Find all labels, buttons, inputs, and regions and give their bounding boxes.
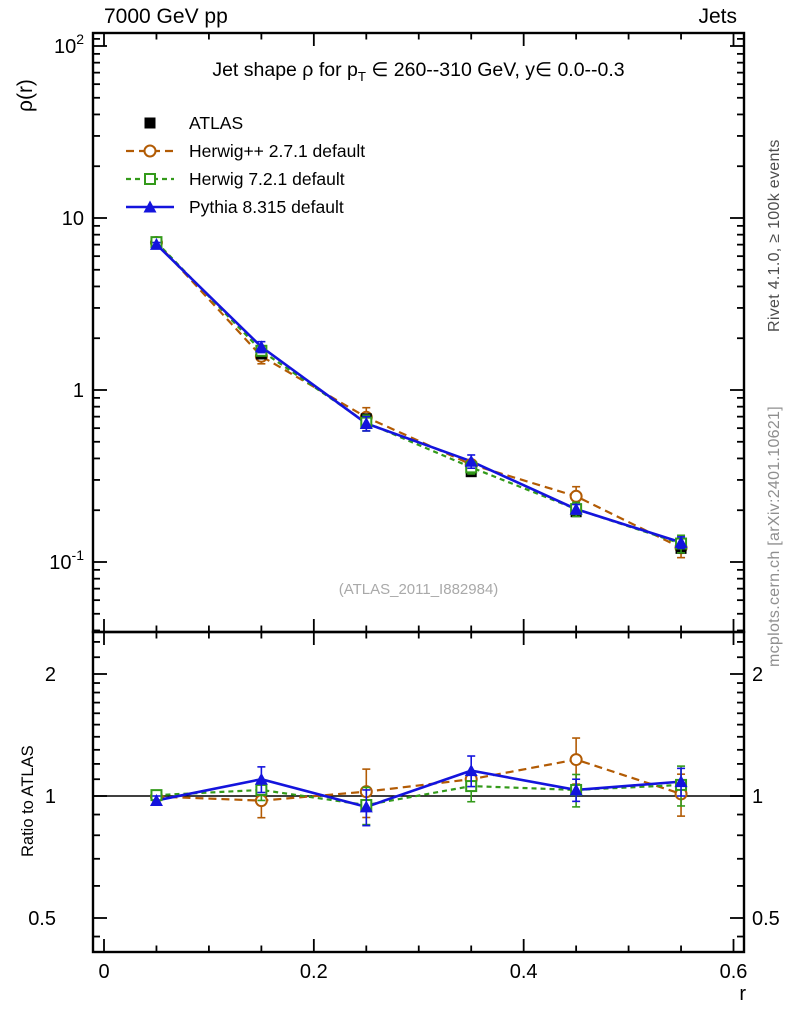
x-tick-label: 0.4 (509, 961, 538, 983)
pythia-marker-icon (124, 199, 176, 215)
herwig-marker-icon (124, 171, 176, 187)
legend-entry-herwigpp (124, 137, 365, 165)
plot-title-sub: T (357, 68, 366, 84)
legend-label-atlas: ATLAS (189, 112, 244, 133)
ratio-axis-title: Ratio to ATLAS (19, 745, 37, 857)
y-tick-label: $10^2$ (53, 31, 84, 58)
ratio-series-1 (151, 738, 687, 818)
plot-title (93, 58, 744, 84)
legend (124, 109, 365, 221)
x-tick-label: 0.6 (719, 961, 748, 983)
atlas-marker-icon (124, 115, 176, 131)
y-tick-label: 1 (72, 380, 84, 402)
ratio-tick-label-right: 2 (752, 664, 764, 686)
analysis-id-watermark: (ATLAS_2011_I882984) (338, 581, 499, 598)
legend-entry-pythia (124, 193, 365, 221)
y-axis-title: ρ(r) (14, 79, 37, 112)
ratio-tick-label-right: 1 (752, 786, 764, 808)
legend-label-pythia: Pythia 8.315 default (189, 196, 344, 217)
main-series-3 (150, 238, 688, 548)
main-series (150, 237, 688, 558)
beam-energy-label: 7000 GeV pp (104, 5, 228, 28)
plot-title-pre: Jet shape ρ for p (212, 59, 358, 81)
ratio-tick-label-right: 0.5 (752, 908, 780, 930)
y-tick-label: 10 (61, 208, 84, 230)
legend-entry-atlas (124, 109, 365, 137)
main-series-2 (151, 237, 686, 553)
main-series-1 (151, 237, 687, 558)
main-series-0 (151, 237, 687, 554)
analysis-group-label: Jets (698, 5, 737, 28)
x-axis-title: r (739, 983, 746, 1005)
plot-title-post: ∈ 260--310 GeV, y∈ 0.0--0.3 (365, 59, 625, 81)
y-tick-label: $10^{-1}$ (49, 547, 84, 574)
legend-label-herwig: Herwig 7.2.1 default (189, 168, 345, 189)
x-tick-label: 0.2 (299, 961, 328, 983)
ratio-tick-label-left: 0.5 (28, 908, 56, 930)
ratio-tick-label-left: 1 (44, 786, 56, 808)
legend-entry-herwig (124, 165, 365, 193)
herwigpp-marker-icon (124, 143, 176, 159)
mcplots-arxiv-label: mcplots.cern.ch [arXiv:2401.10621] (766, 405, 783, 667)
ratio-series (150, 738, 688, 826)
rivet-version-label: Rivet 4.1.0, ≥ 100k events (766, 139, 783, 332)
ratio-tick-label-left: 2 (44, 664, 56, 686)
x-tick-label: 0 (98, 961, 110, 983)
legend-label-herwigpp: Herwig++ 2.7.1 default (189, 140, 366, 161)
